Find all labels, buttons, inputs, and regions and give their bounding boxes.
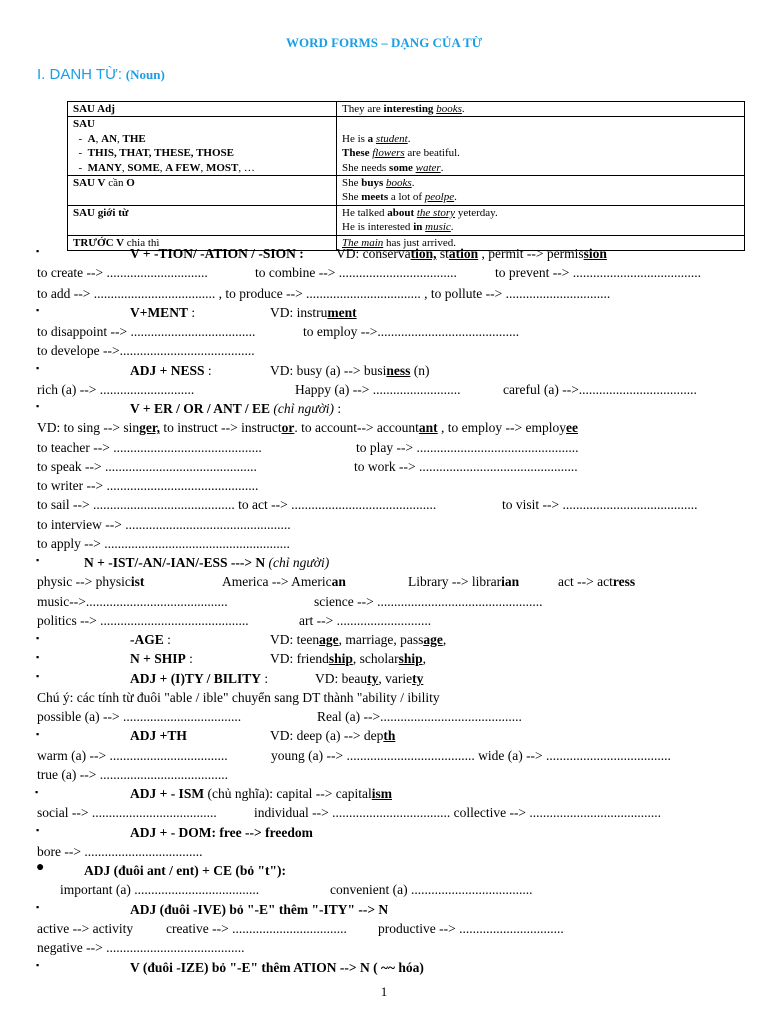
square-bullet-icon: ▪ [36,902,40,912]
exercise-text: to sail --> .......................................... to act --> ........................................... [37,497,437,512]
exercise-text: true (a) --> ...................................... [37,767,228,782]
exercise-text: to add --> .................................... , to produce --> .................................. , to pollute --> ............................... [37,286,611,301]
square-bullet-icon: ▪ [36,671,40,681]
table-cell: TRƯỚC V chia thì [68,235,337,250]
table-cell: He is a student. These flowers are beatiful. She needs some water. [337,117,745,176]
round-bullet-icon: ● [36,860,45,875]
square-bullet-icon: ▪ [36,401,40,411]
exercise-text: to teacher --> ............................................ [37,440,262,455]
rule-ize-ation: V (đuôi -IZE) bỏ "-E" thêm ATION --> N ( ~~ hóa) [130,960,424,975]
exercise-text: to visit --> ........................................ [502,497,698,512]
table-cell: SAU Adj [68,102,337,117]
exercise-text: to combine --> ................................... [255,265,457,280]
square-bullet-icon: ▪ [36,363,40,373]
section-label-paren: (Noun) [125,67,165,82]
exercise-text: negative --> ......................................... [37,940,245,955]
exercise-text: to employ -->.......................................... [303,324,520,339]
rule-ist-an-ian-ess: N + -IST/-AN/-IAN/-ESS ---> N (chỉ người) [84,555,330,570]
table-row [68,176,745,206]
rule-ce: ADJ (đuôi ant / ent) + CE (bỏ "t"): [84,863,286,878]
rule-ity-bility: ADJ + (I)TY / BILITY : [130,671,269,686]
exercise-text: bore --> ................................... [37,844,203,859]
example-text: physic --> physicist [37,574,145,589]
rule-tion: V + -TION/ -ATION / -SION : [130,246,304,261]
exercise-text: rich (a) --> ............................ [37,382,195,397]
square-bullet-icon: ▪ [36,555,40,565]
exercise-text: to work --> ............................................... [354,459,578,474]
rule-ism: ADJ + - ISM (chủ nghĩa): capital --> capitalism [130,786,392,801]
rule-th: ADJ +TH [130,728,187,743]
square-bullet-icon: ▪ [36,825,40,835]
exercise-text: individual --> ................................... collective --> ....................................... [254,805,662,820]
square-bullet-icon: ▪ [36,729,40,739]
example-line: VD: friendship, scholarship, [270,651,427,666]
example-line: VD: instrument [270,305,357,320]
example-text: act --> actress [558,574,636,589]
table-cell: SAU giới từ [68,205,337,235]
noun-position-table [67,101,745,251]
exercise-text: active --> activity [37,921,134,936]
exercise-text: politics --> ............................................ [37,613,249,628]
exercise-text: to create --> .............................. [37,265,208,280]
exercise-text: creative --> .................................. [166,921,347,936]
exercise-text: music-->.......................................... [37,594,228,609]
rule-ment: V+MENT : [130,305,196,320]
table-row [68,102,745,117]
exercise-text: convenient (a) .................................... [330,882,533,897]
exercise-text: to develope -->........................................ [37,343,255,358]
exercise-text: to writer --> ............................................. [37,478,259,493]
table-cell: The main has just arrived. [337,235,745,250]
exercise-text: social --> ..................................... [37,805,217,820]
rule-er-or-ant-ee: V + ER / OR / ANT / EE (chỉ người) : [130,401,342,416]
rule-dom: ADJ + - DOM: free --> freedom [130,825,313,840]
table-cell: She buys books. She meets a lot of peolpe. [337,176,745,206]
exercise-text: to disappoint --> ..................................... [37,324,256,339]
rule-ship: N + SHIP : [130,651,193,666]
note-text: Chú ý: các tính từ đuôi "able / ible" chuyển sang DT thành "ability / ibility [37,690,440,705]
example-line: VD: beauty, variety [315,671,424,686]
section-heading-noun [37,66,165,84]
exercise-text: possible (a) --> ................................... [37,709,242,724]
table-row [68,205,745,235]
rule-age: -AGE : [130,632,171,647]
table-cell: He talked about the story yeterday. He is interested in music. [337,205,745,235]
table-row [68,117,745,176]
table-cell: SAU V cần O [68,176,337,206]
exercise-text: to play --> ................................................ [356,440,579,455]
exercise-text: art --> ............................ [299,613,432,628]
example-line: VD: conservation, station , permit --> permission [336,246,607,261]
page-number: 1 [380,984,388,999]
exercise-text: to interview --> ................................................. [37,517,291,532]
square-bullet-icon: ▪ [36,633,40,643]
table-cell: They are interesting books. [337,102,745,117]
exercise-text: to apply --> ....................................................... [37,536,290,551]
exercise-text: young (a) --> ...................................... wide (a) --> ..................................... [271,748,671,763]
square-bullet-icon: ▪ [36,652,40,662]
exercise-text: Happy (a) --> .......................... [295,382,461,397]
exercise-text: science --> ................................................. [314,594,543,609]
rule-ness: ADJ + NESS : [130,363,212,378]
square-bullet-icon: ▪ [36,246,40,256]
exercise-text: warm (a) --> ................................... [37,748,228,763]
exercise-text: productive --> ............................... [378,921,564,936]
example-line: VD: busy (a) --> business (n) [270,363,430,378]
rule-ity: ADJ (đuôi -IVE) bỏ "-E" thêm "-ITY" --> N [130,902,389,917]
example-line: VD: to sing --> singer, to instruct --> instructor. to account--> accountant , to employ --> employee [37,420,578,435]
square-bullet-icon: ▪ [35,787,39,797]
example-text: Library --> librarian [408,574,520,589]
table-cell: SAU - A, AN, THE - THIS, THAT, THESE, THOSE - MANY, SOME, A FEW, MOST, … [68,117,337,176]
square-bullet-icon: ▪ [36,960,40,970]
exercise-text: careful (a) -->................................... [503,382,697,397]
exercise-text: Real (a) -->.......................................... [317,709,522,724]
section-label: I. DANH TỪ: [37,66,123,83]
exercise-text: to prevent --> ...................................... [495,265,701,280]
exercise-text: to speak --> ............................................. [37,459,257,474]
exercise-text: important (a) ..................................... [60,882,260,897]
square-bullet-icon: ▪ [36,305,40,315]
document-title: WORD FORMS – DẠNG CỦA TỪ [285,35,483,50]
example-line: VD: teenage, marriage, passage, [270,632,447,647]
example-line: VD: deep (a) --> depth [270,728,396,743]
example-text: America --> American [222,574,346,589]
